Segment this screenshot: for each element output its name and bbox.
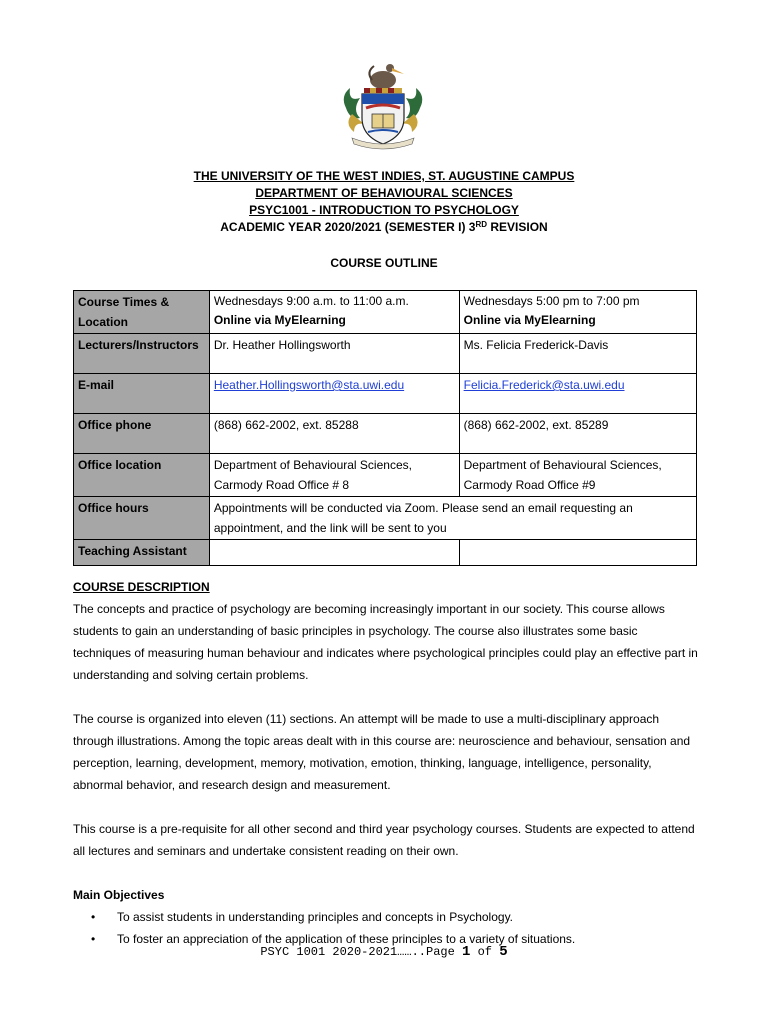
page-number: 1: [462, 944, 471, 960]
teaching-assistant-2: [459, 540, 696, 566]
description-paragraph-1: The concepts and practice of psychology are becoming increasingly important in our society. This course allows students to gain an understanding of basic principles in psychology. The course also illustrates some basic techniques of measuring human behaviour and indicates where psychological principles could play an effective part in understanding and solving certain problems.: [73, 602, 698, 682]
office-phone-label: Office phone: [74, 414, 210, 454]
office-phone-1: (868) 662-2002, ext. 85288: [209, 414, 459, 454]
location-1-line1: Department of Behavioural Sciences,: [213, 458, 412, 472]
footer-course-text: PSYC 1001 2020-2021……..Page: [260, 945, 462, 959]
description-paragraph-2: The course is organized into eleven (11) sections. An attempt will be made to use a multi-disciplinary approach through illustrations. Among the topic areas dealt with in this course are: neuroscience and behaviour, sensation and perception, learning, development, memory, motivation, emotion, thinking, language, intelligence, personality, abnormal behavior, and research design and measurement.: [73, 712, 691, 792]
times-1-schedule: Wednesdays 9:00 a.m. to 11:00 a.m.: [213, 294, 409, 308]
table-row: [74, 374, 697, 414]
office-location-label: Office location: [74, 454, 210, 497]
course-name: PSYC1001 - INTRODUCTION TO PSYCHOLOGY: [249, 203, 519, 217]
main-objectives-title: Main Objectives: [73, 888, 165, 902]
email-2-cell: [459, 374, 696, 414]
office-location-1: [209, 454, 459, 497]
description-paragraph-3: This course is a pre-requisite for all other second and third year psychology courses. Students are expected to attend all lectures and seminars and undertake consistent reading on their own.: [73, 822, 695, 858]
footer-of-text: of: [470, 945, 500, 959]
email-1-link[interactable]: Heather.Hollingsworth@sta.uwi.edu: [213, 378, 405, 392]
list-item: • To assist students in understanding principles and concepts in Psychology.: [117, 906, 698, 928]
table-row: [74, 414, 697, 454]
course-times-label: Course Times & Location: [74, 291, 210, 334]
office-hours-label: Office hours: [74, 497, 210, 540]
email-label: E-mail: [74, 374, 210, 414]
university-name: THE UNIVERSITY OF THE WEST INDIES, ST. AUGUSTINE CAMPUS: [193, 169, 575, 183]
table-row: [74, 497, 697, 540]
course-outline-title: COURSE OUTLINE: [330, 256, 438, 270]
course-description-section: [73, 576, 698, 950]
location-2-line2: Carmody Road Office #9: [463, 478, 596, 492]
office-hours-text: Appointments will be conducted via Zoom. Please send an email requesting an appointment, and the link will be sent to you: [209, 497, 696, 540]
table-row: [74, 454, 697, 497]
page-total: 5: [499, 944, 508, 960]
document-heading: [0, 168, 768, 236]
department-name: DEPARTMENT OF BEHAVIOURAL SCIENCES: [255, 186, 513, 200]
course-times-section-2: [459, 291, 696, 334]
times-2-schedule: Wednesdays 5:00 pm to 7:00 pm: [463, 294, 640, 308]
teaching-assistant-1: [209, 540, 459, 566]
list-item: • To foster an appreciation of the application of these principles to a variety of situations.: [117, 928, 698, 950]
email-2-link[interactable]: Felicia.Frederick@sta.uwi.edu: [463, 378, 625, 392]
times-2-venue: Online via MyElearning: [463, 313, 596, 327]
university-crest-icon: [338, 58, 428, 150]
revision-text: REVISION: [487, 220, 548, 234]
office-phone-2: (868) 662-2002, ext. 85289: [459, 414, 696, 454]
location-2-line1: Department of Behavioural Sciences,: [463, 458, 662, 472]
lecturer-2: Ms. Felicia Frederick-Davis: [459, 334, 696, 374]
teaching-assistant-label: Teaching Assistant: [74, 540, 210, 566]
academic-year: [0, 219, 768, 236]
revision-ordinal: RD: [475, 220, 488, 229]
table-row: [74, 540, 697, 566]
course-times-section-1: [209, 291, 459, 334]
office-location-2: [459, 454, 696, 497]
course-description-title: COURSE DESCRIPTION: [73, 580, 210, 594]
times-1-venue: Online via MyElearning: [213, 313, 346, 327]
email-1-cell: [209, 374, 459, 414]
course-info-table: [73, 290, 697, 566]
lecturer-1: Dr. Heather Hollingsworth: [209, 334, 459, 374]
table-row: [74, 334, 697, 374]
lecturers-label: Lecturers/Instructors: [74, 334, 210, 374]
page-footer: [0, 944, 768, 960]
location-1-line2: Carmody Road Office # 8: [213, 478, 350, 492]
academic-year-text: ACADEMIC YEAR 2020/2021 (SEMESTER I) 3: [220, 220, 476, 234]
table-row: [74, 291, 697, 334]
